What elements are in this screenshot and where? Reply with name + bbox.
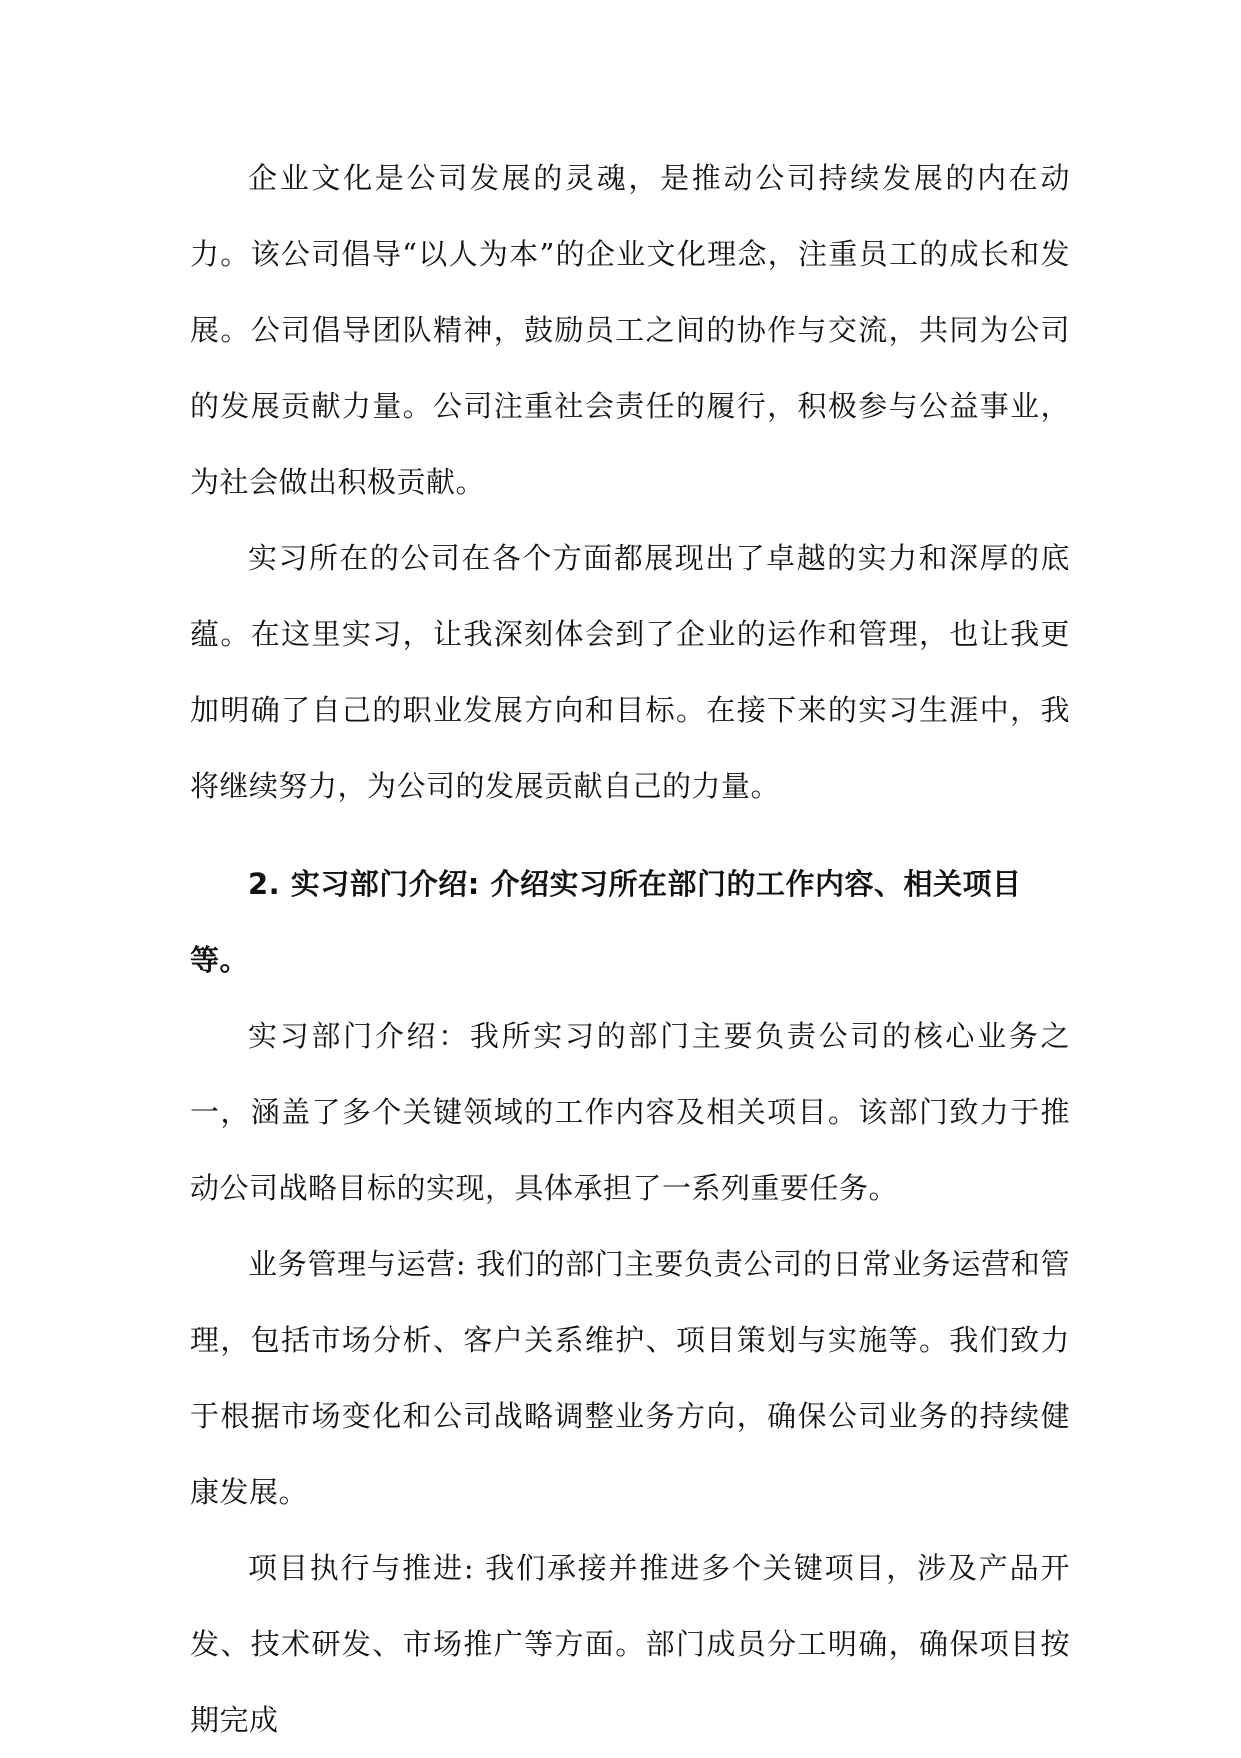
paragraph-corporate-culture: 企业文化是公司发展的灵魂，是推动公司持续发展的内在动力。该公司倡导“以人为本”的企业文化理念，注重员工的成长和发展。公司倡导团队精神，鼓励员工之间的协作与交流，共同为公司的发展贡献力量。公司注重社会责任的履行，积极参与公益事业，为社会做出积极贡献。	[190, 161, 1070, 499]
paragraph-company-summary: 实习所在的公司在各个方面都展现出了卓越的实力和深厚的底蕴。在这里实习，让我深刻体会到了企业的运作和管理，也让我更加明确了自己的职业发展方向和目标。在接下来的实习生涯中，我将继续努力，为公司的发展贡献自己的力量。	[190, 541, 1070, 803]
section-heading: 2. 实习部门介绍: 介绍实习所在部门的工作内容、相关项目等。	[190, 867, 1022, 977]
paragraph-department-intro: 实习部门介绍：我所实习的部门主要负责公司的核心业务之一，涵盖了多个关键领域的工作内容及相关项目。该部门致力于推动公司战略目标的实现，具体承担了一系列重要任务。	[190, 1019, 1070, 1205]
paragraph-project-execution: 项目执行与推进: 我们承接并推进多个关键项目，涉及产品开发、技术研发、市场推广等方面。部门成员分工明确，确保项目按期完成	[190, 1551, 1070, 1737]
paragraph-business-management: 业务管理与运营: 我们的部门主要负责公司的日常业务运营和管理，包括市场分析、客户关系维护、项目策划与实施等。我们致力于根据市场变化和公司战略调整业务方向，确保公司业务的持续健康发展。	[190, 1247, 1070, 1509]
document-body	[190, 140, 1070, 1758]
